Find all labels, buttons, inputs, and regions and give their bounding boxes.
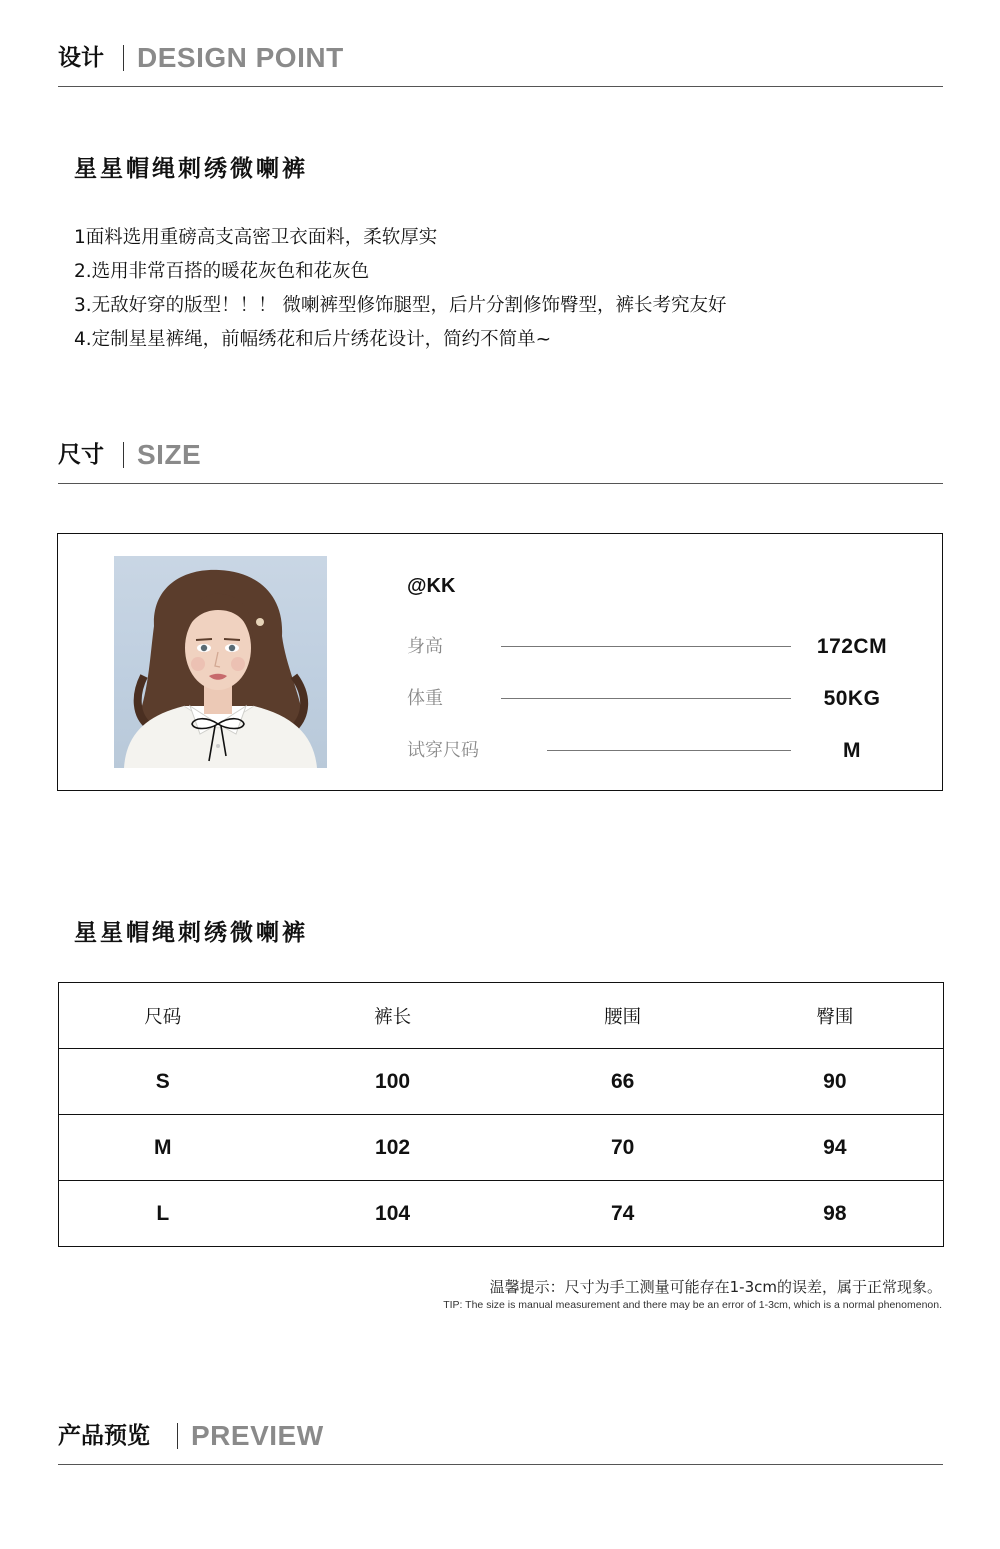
preview-heading-en: PREVIEW xyxy=(191,1420,324,1451)
size-section-header xyxy=(58,439,943,484)
table-row xyxy=(59,1181,944,1247)
model-height-value: 172CM xyxy=(816,635,888,658)
heading-divider xyxy=(123,45,124,71)
leader-line xyxy=(501,646,791,647)
cell-hip: 90 xyxy=(727,1049,944,1115)
size-table xyxy=(58,982,944,1247)
cell-waist: 70 xyxy=(519,1115,727,1181)
model-weight-label: 体重 xyxy=(407,688,443,709)
table-row xyxy=(59,1049,944,1115)
model-weight-row xyxy=(407,686,912,712)
model-photo xyxy=(114,556,327,768)
cell-size: S xyxy=(59,1049,267,1115)
design-heading-cn: 设计 xyxy=(58,45,104,71)
model-height-row xyxy=(407,634,912,660)
model-weight-value: 50KG xyxy=(823,687,881,710)
size-tip-en: TIP: The size is manual measurement and there may be an error of 1-3cm, which is a normal phenomenon. xyxy=(443,1299,942,1311)
header-pants-length: 裤长 xyxy=(266,983,518,1049)
cell-hip: 94 xyxy=(727,1115,944,1181)
header-hip: 臀围 xyxy=(727,983,944,1049)
size-table-title: 星星帽绳刺绣微喇裤 xyxy=(74,920,308,946)
table-header-row xyxy=(59,983,944,1049)
product-title: 星星帽绳刺绣微喇裤 xyxy=(74,156,308,182)
model-height-label: 身高 xyxy=(407,636,443,657)
size-heading-cn: 尺寸 xyxy=(58,442,104,468)
cell-size: L xyxy=(59,1181,267,1247)
model-handle: @KK xyxy=(407,575,456,597)
cell-pants-length: 104 xyxy=(266,1181,518,1247)
size-heading-en: SIZE xyxy=(137,439,202,470)
cell-hip: 98 xyxy=(727,1181,944,1247)
design-points-list xyxy=(74,221,727,357)
header-waist: 腰围 xyxy=(519,983,727,1049)
preview-heading-cn: 产品预览 xyxy=(58,1423,150,1449)
cell-size: M xyxy=(59,1115,267,1181)
model-tried-size-row xyxy=(407,738,912,764)
model-tried-size-value: M xyxy=(843,739,861,762)
model-info-card xyxy=(57,533,943,791)
header-size: 尺码 xyxy=(59,983,267,1049)
leader-line xyxy=(501,698,791,699)
design-point: 3.无敌好穿的版型！！！ 微喇裤型修饰腿型，后片分割修饰臀型，裤长考究友好 xyxy=(74,295,727,316)
size-tip-cn: 温馨提示：尺寸为手工测量可能存在1-3cm的误差，属于正常现象。 xyxy=(489,1278,942,1296)
design-point: 4.定制星星裤绳，前幅绣花和后片绣花设计，简约不简单~ xyxy=(74,329,552,350)
design-point: 2.选用非常百搭的暖花灰色和花灰色 xyxy=(74,261,370,282)
cell-pants-length: 102 xyxy=(266,1115,518,1181)
design-heading-en: DESIGN POINT xyxy=(137,42,344,73)
cell-waist: 66 xyxy=(519,1049,727,1115)
table-row xyxy=(59,1115,944,1181)
leader-line xyxy=(547,750,791,751)
heading-divider xyxy=(123,442,124,468)
design-section-header xyxy=(58,42,943,87)
preview-section-header xyxy=(58,1420,943,1465)
cell-pants-length: 100 xyxy=(266,1049,518,1115)
design-point: 1面料选用重磅高支高密卫衣面料，柔软厚实 xyxy=(74,227,438,248)
cell-waist: 74 xyxy=(519,1181,727,1247)
heading-divider xyxy=(177,1423,178,1449)
model-tried-size-label: 试穿尺码 xyxy=(407,740,479,761)
